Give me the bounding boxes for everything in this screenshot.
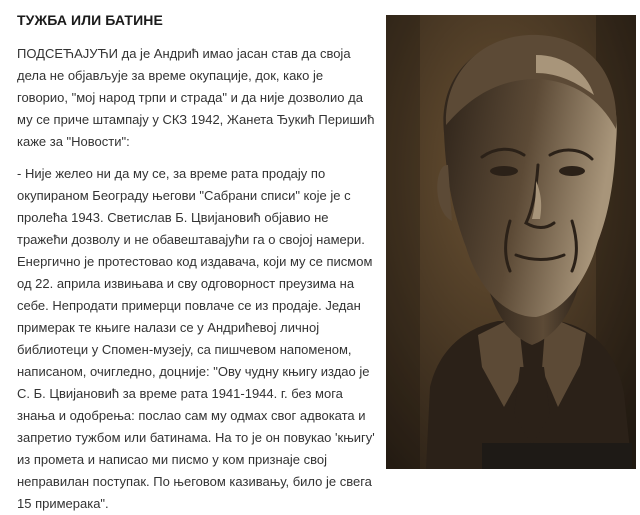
text-line: написаном, очигледно, доцније: "Ову чудну књигу издао је xyxy=(17,364,370,379)
text-line: примерак те књиге налази се у Андрићевој личној xyxy=(17,320,320,335)
bronze-bust-image xyxy=(386,15,636,469)
bust-eye xyxy=(490,166,518,176)
article-heading: ТУЖБА ИЛИ БАТИНЕ xyxy=(17,12,163,28)
text-line: библиотеци у Спомен-музеју, са пишчевом напоменом, xyxy=(17,342,352,357)
text-line: запретио тужбом или батинама. На то је он повукао 'књигу' xyxy=(17,430,375,445)
intro-paragraph xyxy=(17,43,382,153)
quote-paragraph xyxy=(17,163,382,515)
text-line: тражећи дозволу и не обавештавајући га о својој намери. xyxy=(17,232,365,247)
text-line: говорио, "мој народ трпи и страда" и да није дозволио да xyxy=(17,90,363,105)
text-line: од 22. априла извињава и сву одговорност преузима на xyxy=(17,276,355,291)
text-line: му се приче штампају у СКЗ 1942, Жанета Ђукић Перишић xyxy=(17,112,375,127)
text-line: дела не објављује за време окупације, док, како је xyxy=(17,68,324,83)
text-line: из промета и написао ми писмо у ком признаје свој xyxy=(17,452,328,467)
article-body xyxy=(17,43,382,515)
bust-eye xyxy=(559,166,585,176)
text-line: Енергично је протестовао код издавача, који му се писмом xyxy=(17,254,373,269)
text-line: 15 примерака". xyxy=(17,496,109,511)
text-line: знања и одобрења: послао сам му одмах свог адвоката и xyxy=(17,408,366,423)
text-line: - Није желео ни да му се, за време рата продају по xyxy=(17,166,326,181)
text-line: ПОДСЕЋАЈУЋИ да је Андрић имао јасан став да своја xyxy=(17,46,351,61)
text-line: каже за "Новости": xyxy=(17,134,130,149)
text-line: окупираном Београду његови "Сабрани списи" које је с xyxy=(17,188,351,203)
text-line: неправилан поступак. По његовом казивању, било је свега xyxy=(17,474,372,489)
bust-pedestal xyxy=(482,443,632,469)
wall-panel xyxy=(386,15,420,469)
text-line: пролећа 1943. Светислав Б. Цвијановић објавио не xyxy=(17,210,329,225)
text-line: себе. Непродати примерци повлаче се из продаје. Један xyxy=(17,298,361,313)
bust-photo xyxy=(386,15,636,469)
text-line: С. Б. Цвијановић за време рата 1941-1944. г. без мога xyxy=(17,386,343,401)
